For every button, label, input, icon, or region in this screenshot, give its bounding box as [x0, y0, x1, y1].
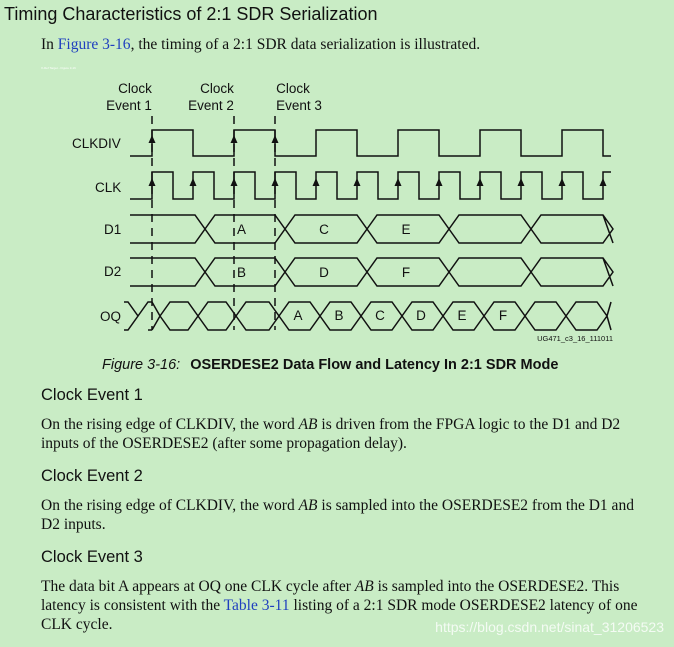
clock-event-1-paragraph — [41, 415, 653, 453]
clkdiv-label: CLKDIV — [72, 136, 121, 151]
clock-event-3-text-c: listing of a 2:1 SDR mode OSERDESE2 latency of one CLK cycle. — [41, 597, 638, 633]
d1-value-a: A — [237, 222, 247, 237]
oq-value-f: F — [498, 308, 508, 323]
d1-label: D1 — [104, 222, 122, 237]
event-2-line1: Clock — [200, 81, 234, 96]
oq-value-b: B — [334, 308, 344, 323]
clk-label: CLK — [95, 180, 122, 195]
oq-value-a: A — [293, 308, 303, 323]
figure-tag: X-Ref Target - Figure 3-16 — [41, 66, 76, 70]
clock-event-3-text-a: The data bit A appears at OQ one CLK cycle after — [41, 578, 355, 595]
oq-label: OQ — [100, 309, 122, 324]
table-link[interactable]: Table 3-11 — [223, 597, 290, 614]
clock-event-2-paragraph — [41, 496, 653, 534]
caption-title: OSERDESE2 Data Flow and Latency In 2:1 SDR Mode — [190, 357, 559, 373]
intro-text-before: In — [41, 36, 58, 53]
d2-label: D2 — [104, 264, 122, 279]
clock-event-1-text-b: is driven from the FPGA logic to the D1 and D2 inputs of the OSERDESE2 (after some propagation delay). — [41, 416, 621, 452]
clock-event-1-heading: Clock Event 1 — [41, 386, 143, 404]
figure-id: UG471_c3_16_111011 — [537, 334, 613, 343]
event-1-line2: Event 1 — [106, 98, 152, 113]
watermark: https://blog.csdn.net/sinat_31206523 — [435, 619, 664, 635]
oq-bus — [124, 302, 611, 330]
event-3-line1: Clock — [276, 81, 310, 96]
d1-bus — [130, 215, 613, 243]
figure-link[interactable]: Figure 3-16 — [57, 36, 131, 53]
d2-bus — [130, 258, 613, 286]
oq-value-c: C — [375, 308, 385, 323]
clock-event-3-text-b: is sampled into the OSERDESE2. This latency is consistent with the — [41, 578, 620, 614]
intro-paragraph — [41, 35, 653, 54]
event-1-line1: Clock — [118, 81, 152, 96]
event-2-line2: Event 2 — [188, 98, 234, 113]
d2-value-d: D — [319, 265, 329, 280]
d1-value-e: E — [401, 222, 411, 237]
clock-event-2-text-b: is sampled into the OSERDESE2 from the D1 and D2 inputs. — [41, 497, 634, 533]
clock-event-2-heading: Clock Event 2 — [41, 467, 143, 485]
clock-event-1-text-a: On the rising edge of CLKDIV, the word — [41, 416, 299, 433]
d2-value-f: F — [401, 265, 411, 280]
d2-value-b: B — [237, 265, 247, 280]
intro-text-after: , the timing of a 2:1 SDR data serialization is illustrated. — [130, 36, 481, 53]
clock-event-2-word: AB — [298, 497, 318, 514]
clkdiv-waveform — [130, 130, 611, 156]
section-title: Timing Characteristics of 2:1 SDR Serialization — [4, 4, 378, 24]
clock-event-3-word: AB — [354, 578, 374, 595]
clk-waveform — [130, 172, 611, 199]
timing-diagram — [0, 76, 674, 348]
oq-value-d: D — [416, 308, 426, 323]
d1-value-c: C — [319, 222, 329, 237]
clock-event-1-word: AB — [298, 416, 318, 433]
oq-value-e: E — [457, 308, 467, 323]
clock-event-2-text-a: On the rising edge of CLKDIV, the word — [41, 497, 299, 514]
clock-event-3-heading: Clock Event 3 — [41, 548, 143, 566]
event-3-line2: Event 3 — [276, 98, 322, 113]
caption-number: Figure 3-16: — [102, 357, 181, 373]
figure-caption — [102, 357, 558, 373]
